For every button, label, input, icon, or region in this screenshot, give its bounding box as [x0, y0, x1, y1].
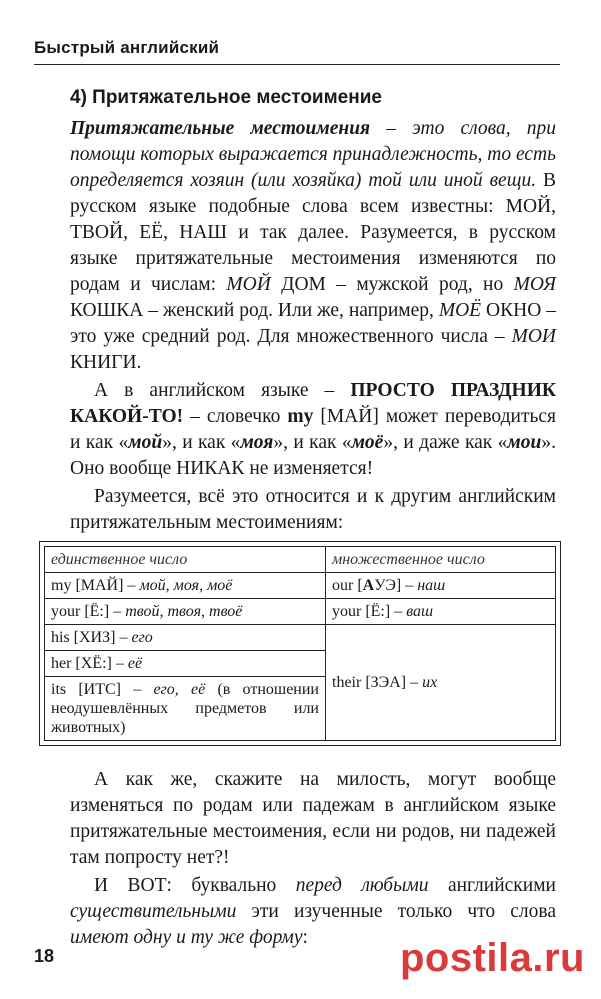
example-word: МОЁ	[438, 300, 482, 321]
text-run: ОКНО – это уже средний род. Для множественного числа –	[70, 300, 556, 347]
pronoun-en: our [	[332, 577, 363, 594]
english-word: my	[287, 406, 314, 427]
pronoun-ru: мой, моя, моё	[139, 577, 233, 594]
cell-your-plural	[326, 599, 556, 625]
text-run: эти изученные только что слова	[236, 901, 556, 922]
header-singular: единственное число	[45, 547, 326, 573]
pronoun-en: his [ХИЗ] –	[51, 629, 132, 646]
pronoun-table	[44, 546, 556, 741]
pronoun-ru: её	[127, 655, 143, 672]
watermark-logo: postila.ru	[399, 936, 585, 980]
pronoun-ru: наш	[417, 577, 446, 594]
emphasis-italic: перед любыми	[295, 875, 429, 896]
cell-her	[45, 651, 326, 677]
text-run: КНИГИ.	[70, 352, 142, 373]
text-run: И ВОТ: буквально	[94, 875, 296, 896]
pronoun-ru: ваш	[406, 603, 434, 620]
text-run: английскими	[428, 875, 556, 896]
header-rule	[34, 64, 560, 65]
table-row	[45, 625, 556, 651]
pronoun-ru: их	[422, 674, 438, 691]
cell-my	[45, 573, 326, 599]
cell-your-singular	[45, 599, 326, 625]
paragraph-intro-table: Разумеется, всё это относится и к другим английским притяжательным местоимениям:	[70, 486, 556, 533]
pronoun-en: my [МАЙ] –	[51, 577, 140, 594]
stress-letter: А	[362, 577, 375, 594]
page-number: 18	[34, 946, 55, 966]
paragraph-definition	[70, 116, 556, 376]
text-run: », и как «	[162, 432, 241, 453]
emphasis-italic: имеют одну и ту же форму	[70, 927, 303, 948]
example-word: МОЙ	[226, 274, 271, 295]
example-word: мои	[507, 432, 542, 453]
example-word: моё	[351, 432, 384, 453]
header-plural: множественное число	[326, 547, 556, 573]
example-word: МОЯ	[513, 274, 556, 295]
text-run: А в английском языке –	[94, 380, 351, 401]
text-run: [МАЙ] может переводиться и как «	[70, 406, 556, 453]
text-run: :	[302, 927, 308, 948]
table-row	[45, 573, 556, 599]
example-word: моя	[240, 432, 274, 453]
pronoun-note: (в отношении неодушевлённых предметов или животных)	[51, 681, 319, 736]
pronoun-ru: его, её	[153, 681, 206, 698]
pronoun-en: their [ЗЭА] –	[332, 674, 423, 691]
term-definition: – это слова, при помощи которых выражается принадлежность, то есть определяется хозяин (или хозяйка) той или иной вещи.	[70, 118, 556, 191]
table-row	[45, 599, 556, 625]
cell-his	[45, 625, 326, 651]
pronoun-ru: его	[131, 629, 153, 646]
running-header: Быстрый английский	[34, 38, 220, 57]
pronoun-en: УЭ] –	[374, 577, 418, 594]
pronoun-ru: твой, твоя, твоё	[125, 603, 243, 620]
cell-our	[326, 573, 556, 599]
text-run: », и как «	[273, 432, 352, 453]
cell-its	[45, 677, 326, 741]
text-run: ДОМ – мужской род, но	[270, 274, 514, 295]
paragraph-question: А как же, скажите на милость, могут вообще изменяться по родам или падежам в английском языке притяжательные местоимения, если ни родов, ни падежей там попросту нет?!	[70, 769, 556, 868]
cell-their	[326, 625, 556, 741]
emphasis-bold: ПРОСТО ПРАЗДНИК КАКОЙ-ТО!	[70, 380, 557, 427]
text-run: ». Оно вообще НИКАК не изменяется!	[70, 432, 556, 479]
text-run: – словечко	[183, 406, 288, 427]
text-run: », и даже как «	[383, 432, 508, 453]
section-heading: 4) Притяжательное местоимение	[70, 87, 382, 108]
pronoun-en: your [Ё:] –	[332, 603, 407, 620]
pronoun-en: its [ИТС] –	[51, 681, 154, 698]
term-bold: Притяжательные местоимения	[70, 118, 371, 139]
example-word: МОИ	[511, 326, 556, 347]
table-header-row	[45, 547, 556, 573]
paragraph-english	[70, 378, 556, 482]
pronoun-en: your [Ё:] –	[51, 603, 126, 620]
page-content	[51, 84, 557, 951]
example-word: мой	[128, 432, 163, 453]
emphasis-italic: существительными	[70, 901, 237, 922]
text-run: КОШКА – женский род. Или же, например,	[70, 300, 439, 321]
pronoun-en: her [ХЁ:] –	[51, 655, 128, 672]
text-run: В русском языке подобные слова всем известны: МОЙ, ТВОЙ, ЕЁ, НАШ и так далее. Разумеется, в русском языке притяжательные местоимения изменяются по родам и числам:	[70, 170, 556, 295]
